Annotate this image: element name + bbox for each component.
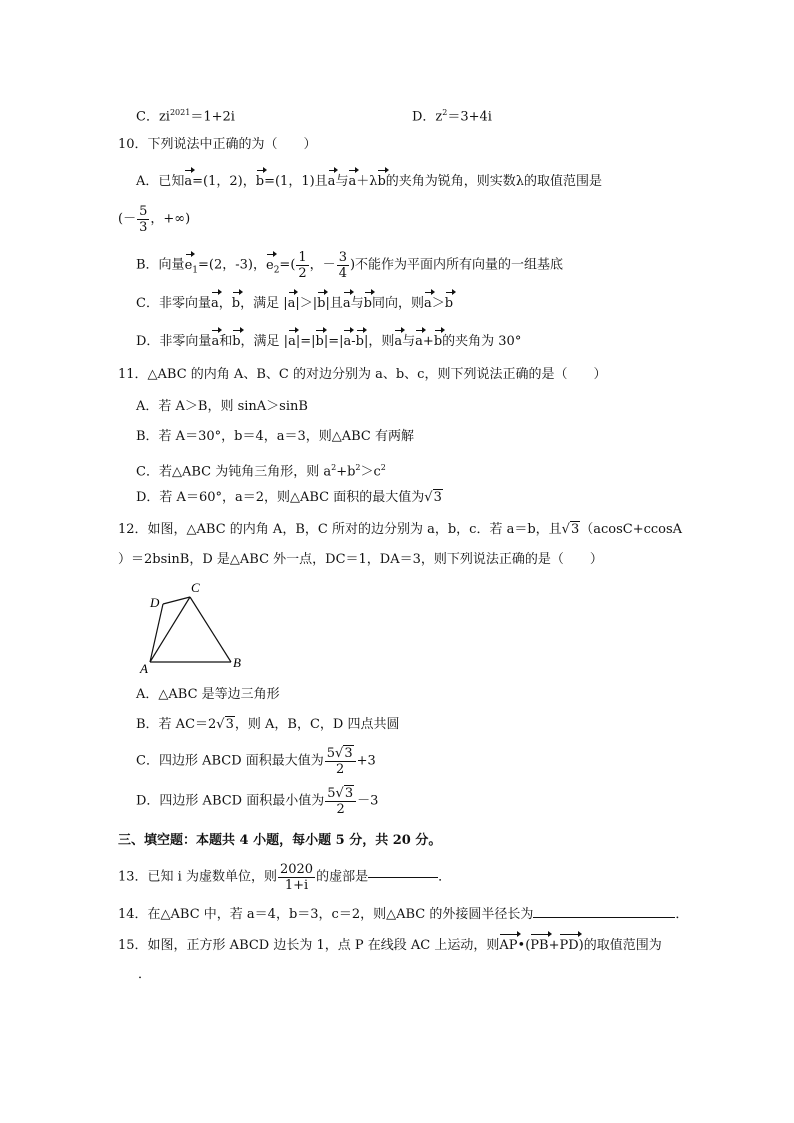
fraction: $\frac{2020}{1+i}$ [279,862,314,893]
q10-option-b: B．向量$e_1=(2$，-3)，$e_2=$( $\frac{1}{2}$ ，－ $\frac{3}{4}$ )不能作为平面内所有向量的一组基底 [136,250,564,281]
vector-pd: PD [559,938,579,953]
answer-blank [533,917,675,918]
q10-option-a-cont: (－ $\frac{5}{3}$ ，+∞) [118,204,191,235]
q13: 13．已知 i 为虚数单位，则 $\frac{2020}{1+i}$ 的虚部是 ． [118,862,452,893]
square-root: √3 [216,717,234,732]
q11-stem: 11．△ABC 的内角 A、B、C 的对边分别为 a、b、c，则下列说法正确的是（ ） [118,367,607,382]
vector-pb: PB [530,938,549,953]
q9-option-c: C．$zi^{2021}=1+2i$ [136,108,235,125]
fraction: $\frac{5}{3}$ [139,204,148,235]
vector-b: b [377,174,386,189]
q12-option-c: C．四边形 ABCD 面积最大值为 $\frac{5√3}{2}$ +3 [136,746,376,777]
vector-a: a [327,174,336,189]
q11-option-a: A．若 A＞B，则 sinA＞sinB [136,399,308,414]
vector-b: b [255,174,265,189]
segment-da [150,604,163,662]
label-c: C [191,580,200,595]
square-root: √3 [561,522,580,537]
q12-option-d: D．四边形 ABCD 面积最小值为 $\frac{5√3}{2}$ －3 [136,786,379,817]
q10-option-a: A．已知a=(1，2)，b=(1，1)且a与a＋λb的夹角为锐角，则实数λ的取值范围是 [136,174,603,189]
q12-option-a: A．△ABC 是等边三角形 [136,687,280,702]
q10-option-d: D．非零向量a和b，满足 |a|=|b|=|a-b|，则a与a+b的夹角为 30° [136,334,522,349]
vector-ap: AP [499,938,518,953]
q12-stem: 12．如图，△ABC 的内角 A，B，C 所对的边分别为 a，b，c．若 a＝b，且√3（acosC+ccosA [118,522,683,537]
q15-line2: ． [138,967,152,982]
triangle-figure [138,576,250,674]
vector-a: a [184,174,193,189]
q11-option-d: D．若 A＝60°，a＝2，则△ABC 面积的最大值为√3 [136,490,442,505]
square-root: √3 [424,490,442,505]
section-title: 三、填空题：本题共 4 小题，每小题 5 分，共 20 分。 [118,833,442,848]
q9-option-d: D．$z^2=3+4i$ [412,108,492,125]
vector-a: a [348,174,357,189]
fraction: $\frac{5√3}{2}$ [325,786,356,817]
q12-option-b: B．若 AC＝2√3，则 A，B，C，D 四点共圆 [136,717,400,732]
q11-option-b: B．若 A＝30°，b＝4，a＝3，则△ABC 有两解 [136,429,414,444]
segment-cb [190,597,231,662]
fraction: $\frac{3}{4}$ [338,250,347,281]
vector-e2: e [265,257,274,273]
label-d: D [150,595,160,610]
vector-e1: e [184,257,193,273]
q14: 14．在△ABC 中，若 a＝4，b＝3，c＝2，则△ABC 的外接圆半径长为 ． [118,907,689,922]
fraction: $\frac{1}{2}$ [298,250,307,281]
q10-option-c: C．非零向量a，b，满足 |a|＞|b|且a与b同向，则a＞b [136,296,454,311]
q15: 15．如图，正方形 ABCD 边长为 1，点 P 在线段 AC 上运动，则AP•(PB+PD)的取值范围为 [118,938,662,953]
label-a: A [140,661,148,674]
label-b: B [233,655,241,670]
q11-option-c: C．若△ABC 为钝角三角形，则 $a^2+b^2>c^2$ [136,463,386,480]
q12-stem-line2: ）＝2bsinB，D 是△ABC 外一点，DC＝1，DA＝3，则下列说法正确的是（ ） [118,552,603,567]
q10-stem: 10．下列说法中正确的为（ ） [118,137,317,152]
fraction: $\frac{5√3}{2}$ [325,746,356,777]
answer-blank [368,877,438,878]
